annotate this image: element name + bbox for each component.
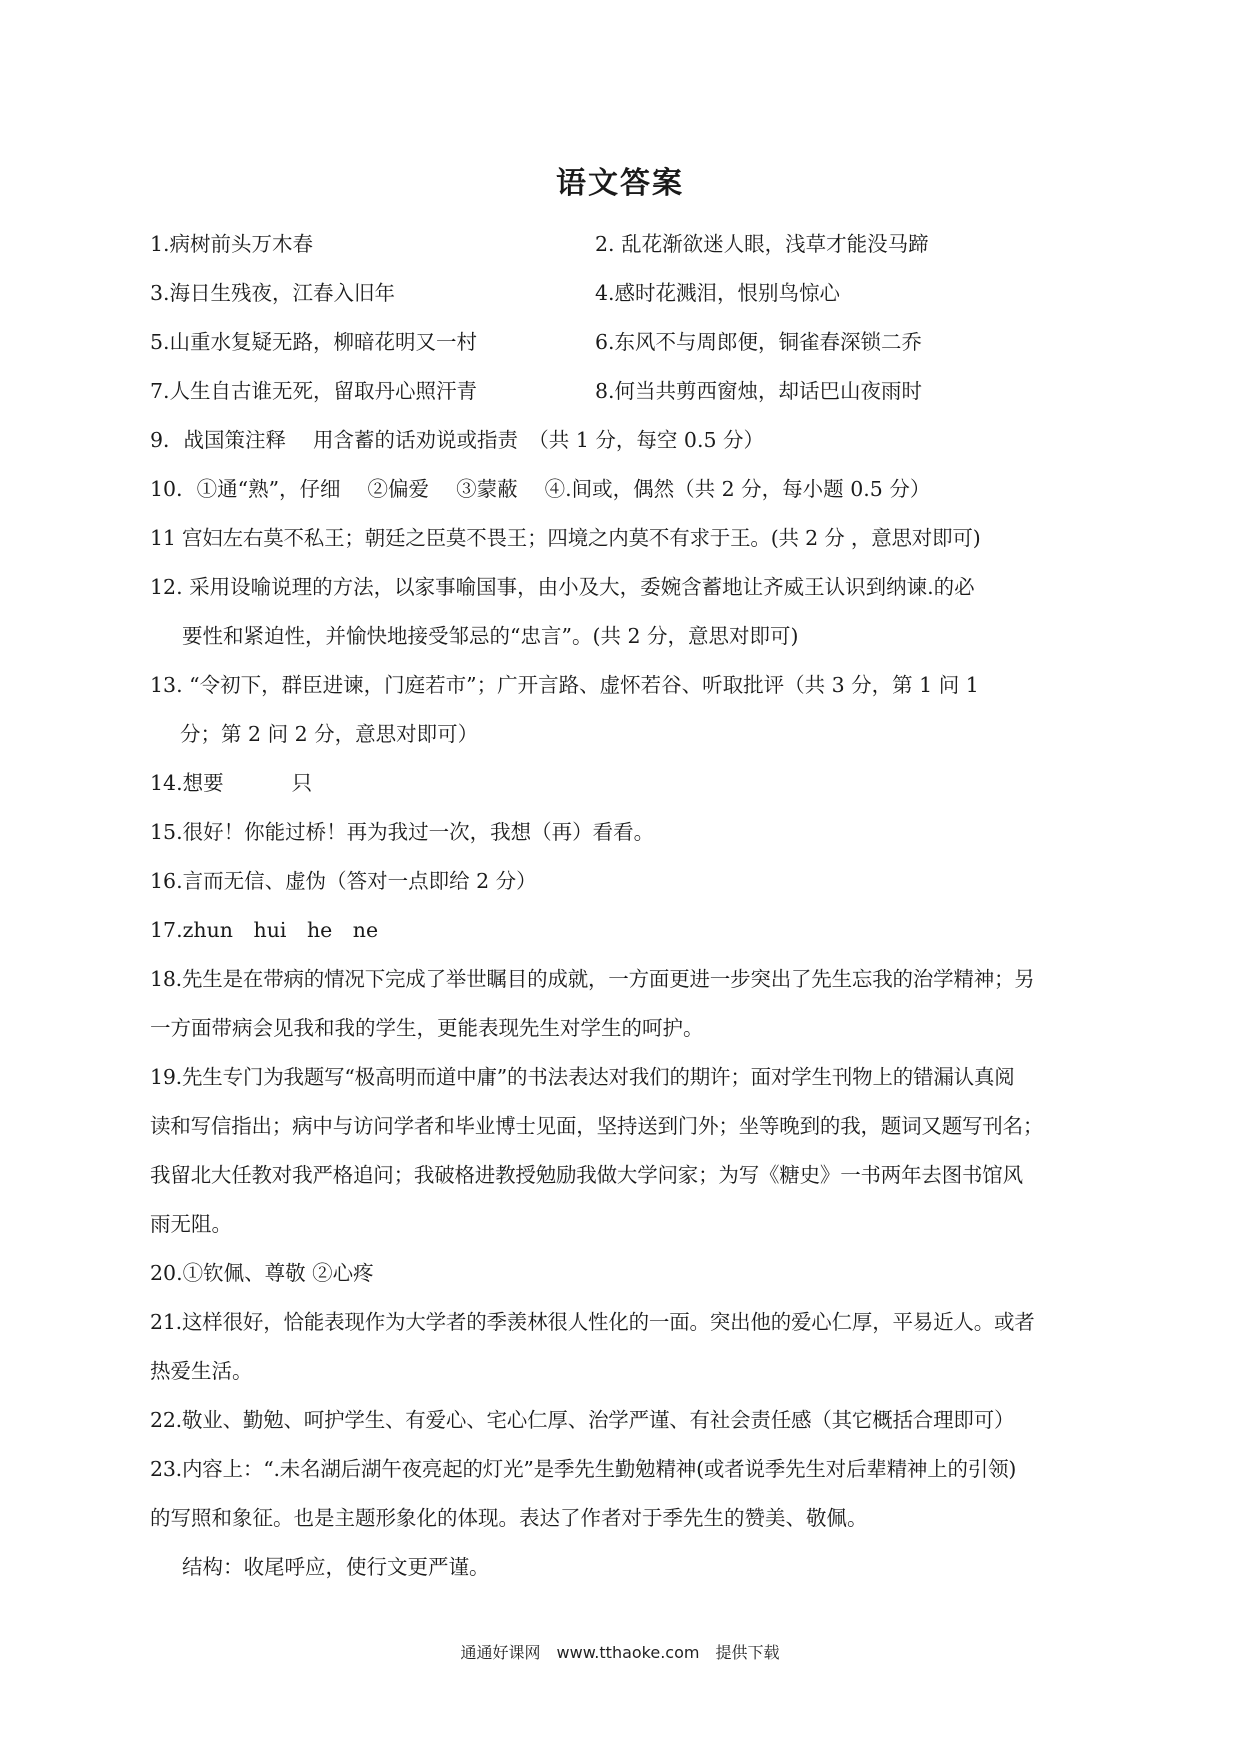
answer-16: 16.言而无信、虚伪（答对一点即给 2 分） — [150, 869, 537, 893]
answer-5: 5.山重水复疑无路，柳暗花明又一村 — [150, 330, 478, 354]
answer-13-line-1: 13. “令初下，群臣进谏，门庭若市”；广开言路、虚怀若谷、听取批评（共 3 分，第 1 问 1 — [150, 673, 979, 697]
answer-row-5-6 — [150, 318, 1110, 367]
answer-19-line-3: 我留北大任教对我严格追问；我破格进教授勉励我做大学问家；为写《糖史》一书两年去图书馆风 — [150, 1163, 1023, 1187]
answer-19-line-4: 雨无阻。 — [150, 1212, 232, 1236]
answer-22: 22.敬业、勤勉、呵护学生、有爱心、宅心仁厚、治学严谨、有社会责任感（其它概括合理即可） — [150, 1408, 1015, 1432]
answer-9: 9．战国策注释 用含蓄的话劝说或指责 （共 1 分，每空 0.5 分） — [150, 428, 765, 452]
answer-list — [150, 220, 1110, 1592]
answer-3: 3.海日生残夜，江春入旧年 — [150, 281, 396, 305]
answer-21-line-1: 21.这样很好，恰能表现作为大学者的季羡林很人性化的一面。突出他的爱心仁厚，平易近人。或者 — [150, 1310, 1035, 1334]
answer-row-1-2 — [150, 220, 1110, 269]
answer-2: 2. 乱花渐欲迷人眼，浅草才能没马蹄 — [595, 232, 929, 256]
page-footer: 通通好课网 www.tthaoke.com 提供下载 — [460, 1643, 780, 1662]
answer-row-7-8 — [150, 367, 1110, 416]
page-title: 语文答案 — [556, 166, 684, 201]
answer-12-line-1: 12. 采用设喻说理的方法，以家事喻国事，由小及大，委婉含蓄地让齐威王认识到纳谏.的必 — [150, 575, 975, 599]
answer-10: 10．①通“熟”，仔细 ②偏爱 ③蒙蔽 ④.间或，偶然（共 2 分，每小题 0.5 分） — [150, 477, 931, 501]
answer-19-line-2: 读和写信指出；病中与访问学者和毕业博士见面，坚持送到门外；坐等晚到的我，题词又题写刊名； — [150, 1114, 1044, 1138]
answer-21-line-2: 热爱生活。 — [150, 1359, 253, 1383]
answer-23-line-2: 的写照和象征。也是主题形象化的体现。表达了作者对于季先生的赞美、敬佩。 — [150, 1506, 868, 1530]
answer-12-line-2: 要性和紧迫性，并愉快地接受邹忌的“忠言”。(共 2 分，意思对即可) — [182, 624, 799, 648]
answer-8: 8.何当共剪西窗烛，却话巴山夜雨时 — [595, 379, 923, 403]
answer-11: 11 宫妇左右莫不私王；朝廷之臣莫不畏王；四境之内莫不有求于王。(共 2 分 ，意思对即可) — [150, 526, 981, 550]
answer-1: 1.病树前头万木春 — [150, 232, 314, 256]
answer-18-line-1: 18.先生是在带病的情况下完成了举世瞩目的成就，一方面更进一步突出了先生忘我的治学精神；另 — [150, 967, 1035, 991]
answer-7: 7.人生自古谁无死，留取丹心照汗青 — [150, 379, 478, 403]
answer-6: 6.东风不与周郎便，铜雀春深锁二乔 — [595, 330, 923, 354]
answer-4: 4.感时花溅泪，恨别鸟惊心 — [595, 281, 841, 305]
answer-row-3-4 — [150, 269, 1110, 318]
answer-15: 15.很好！你能过桥！再为我过一次，我想（再）看看。 — [150, 820, 655, 844]
answer-18-line-2: 一方面带病会见我和我的学生，更能表现先生对学生的呵护。 — [150, 1016, 704, 1040]
answer-23-line-3: 结构：收尾呼应，使行文更严谨。 — [182, 1555, 490, 1579]
answer-20: 20.①钦佩、尊敬 ②心疼 — [150, 1261, 374, 1285]
answer-23-line-1: 23.内容上：“.未名湖后湖午夜亮起的灯光”是季先生勤勉精神(或者说季先生对后辈精神上的引领) — [150, 1457, 1017, 1481]
answer-13-line-2: 分；第 2 问 2 分，意思对即可） — [180, 722, 479, 746]
answer-14: 14.想要 只 — [150, 771, 313, 795]
answer-19-line-1: 19.先生专门为我题写“极高明而道中庸”的书法表达对我们的期许；面对学生刊物上的错漏认真阅 — [150, 1065, 1015, 1089]
answer-17: 17.zhun hui he ne — [150, 918, 379, 942]
